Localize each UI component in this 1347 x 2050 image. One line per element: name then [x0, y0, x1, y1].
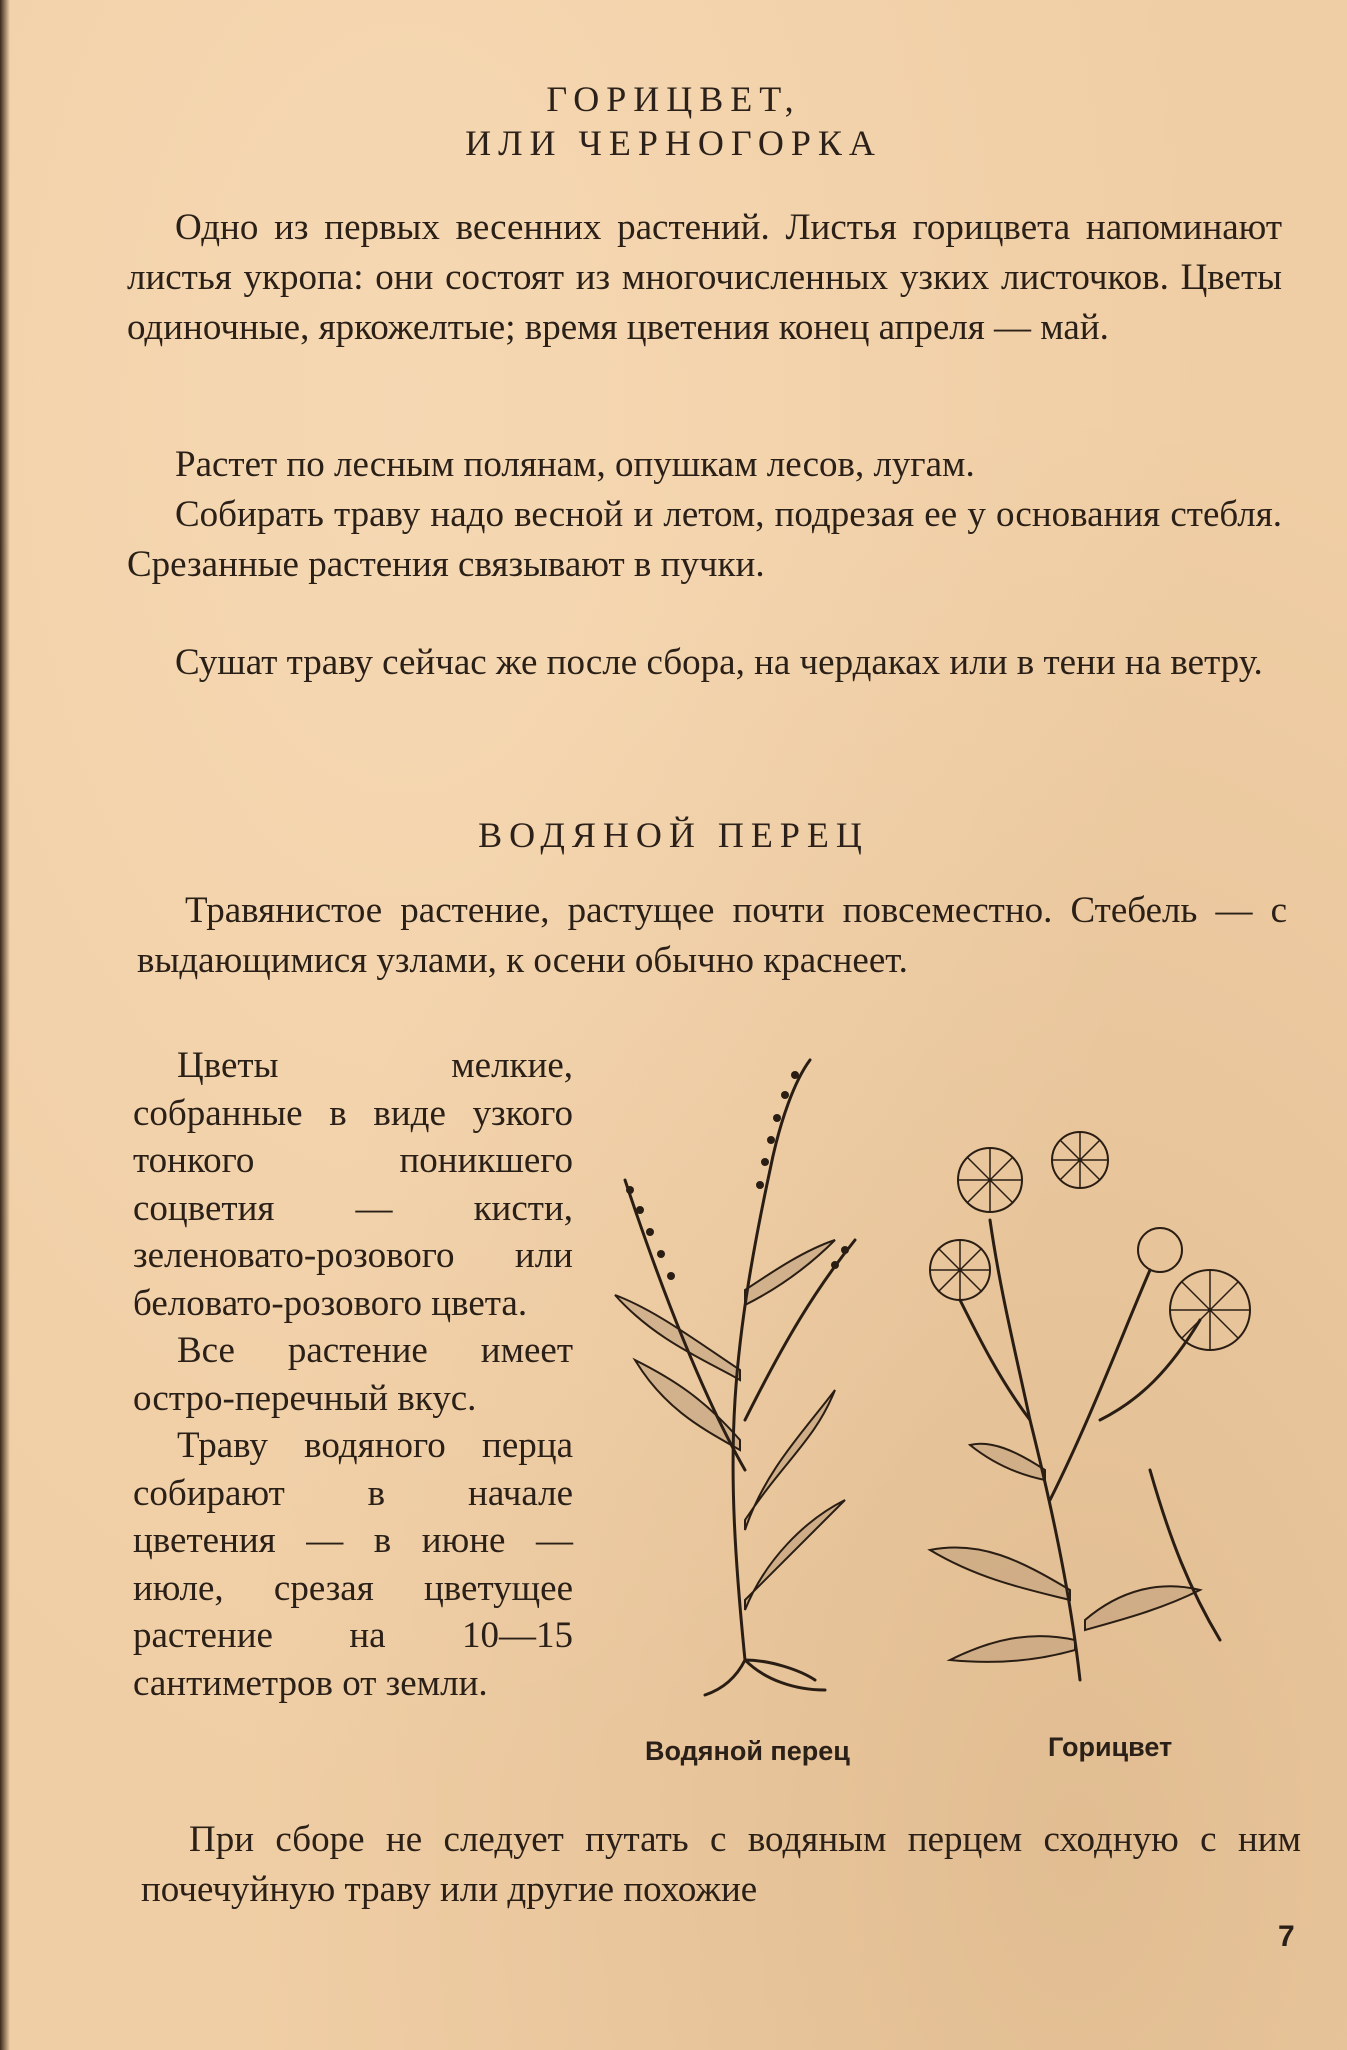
paragraph: Одно из первых весенних растений. Листья горицвета напоминают листья укропа: они состоят из многочисленных узких листочков. Цветы одиночные, яркожелтые; время цветения конец апреля — май.: [127, 207, 1282, 348]
paragraph: Все растение имеет остро-перечный вкус.: [133, 1330, 573, 1419]
paragraph: Травянистое растение, растущее почти повсеместно. Стебель — с выдающимися узлами, к осени обычно краснеет.: [137, 890, 1287, 981]
section-title-line2: ИЛИ ЧЕРНОГОРКА: [465, 123, 882, 163]
paragraph: Цветы мелкие, собранные в виде узкого тонкого поникшего соцветия — кисти, зеленовато-розового или беловато-розового цвета.: [133, 1045, 573, 1324]
figure-caption-adonis: Горицвет: [1048, 1732, 1173, 1762]
page-edge-shadow: [0, 0, 10, 2050]
section-title-line1: ГОРИЦВЕТ,: [546, 79, 801, 119]
paragraph: Растет по лесным полянам, опушкам лесов, лугам.: [175, 444, 975, 485]
text-column: [133, 1042, 573, 1707]
paragraph: Сушат траву сейчас же после сбора, на чердаках или в тени на ветру.: [175, 642, 1263, 683]
adonis-illustration: [920, 1120, 1290, 1710]
page-number: 7: [1278, 1920, 1295, 1953]
paragraph: При сборе не следует путать с водяным перцем сходную с ним почечуйную траву или другие похожие: [141, 1819, 1301, 1910]
paragraph: Траву водяного перца собирают в начале цветения — в июне — июле, срезая цветущее растение на 10—15 сантиметров от земли.: [133, 1425, 573, 1704]
paragraph: Собирать траву надо весной и летом, подрезая ее у основания стебля. Срезанные растения связывают в пучки.: [127, 494, 1282, 585]
figure-caption-water-pepper: Водяной перец: [645, 1736, 850, 1766]
section-title: ВОДЯНОЙ ПЕРЕЦ: [478, 815, 869, 855]
water-pepper-illustration: [595, 1040, 925, 1700]
